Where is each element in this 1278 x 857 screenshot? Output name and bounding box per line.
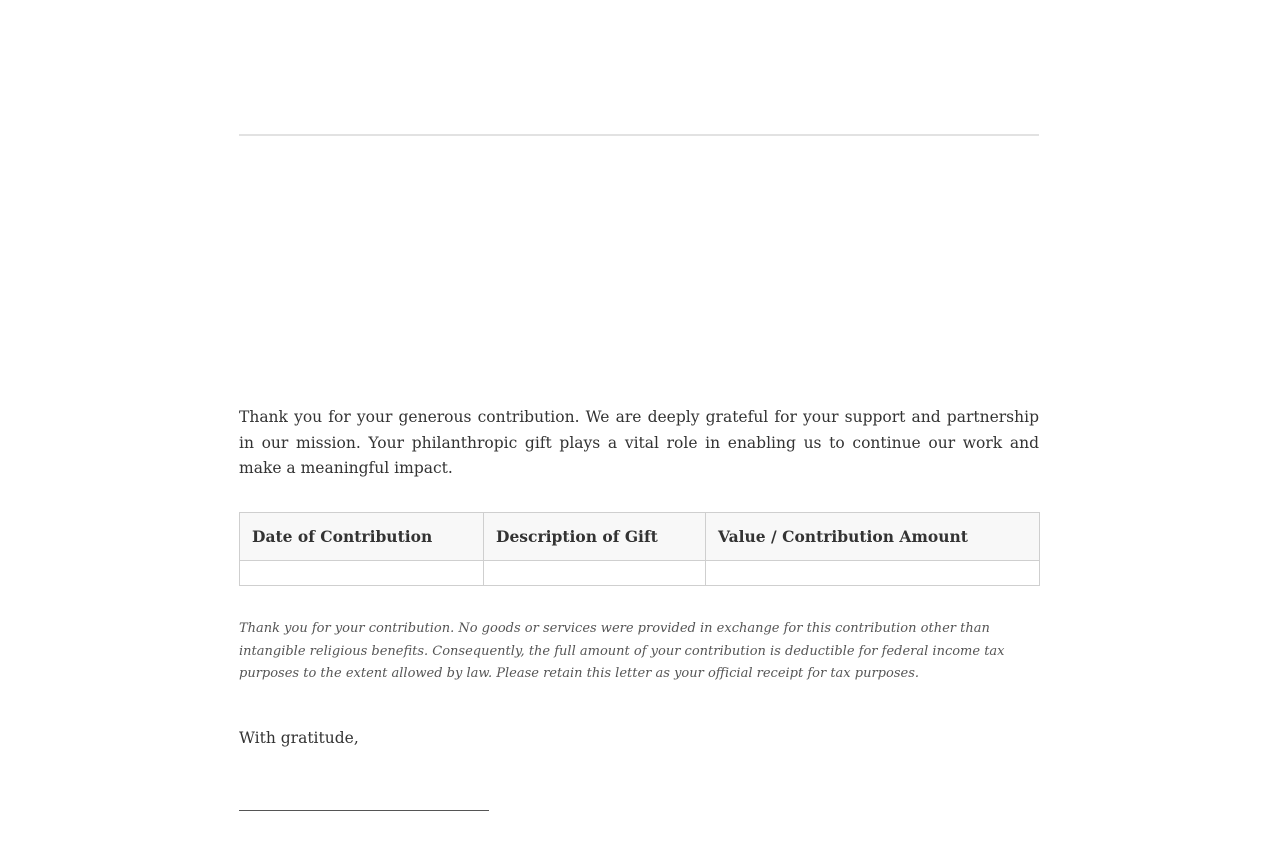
cell-amount (706, 561, 1040, 586)
tax-deductibility-notice: Thank you for your contribution. No goods or services were provided in exchange for this contribution other than intangible religious benefits. Consequently, the full amount of your contribution is deductible for federal income tax purposes to the extent allowed by law. Please retain this letter as your official receipt for tax purposes. (239, 621, 1005, 681)
table-row (240, 561, 1040, 586)
letter-page (239, 0, 1039, 857)
intro-paragraph: Thank you for your generous contribution. We are deeply grateful for your support and partnership in our mission. Your philanthropic gift plays a vital role in enabling us to continue our work and make a meaningful impact. (239, 408, 1039, 477)
header-description-of-gift: Description of Gift (484, 513, 706, 561)
cell-date (240, 561, 484, 586)
cell-description (484, 561, 706, 586)
header-contribution-amount: Value / Contribution Amount (706, 513, 1040, 561)
closing-salutation: With gratitude, (239, 729, 359, 747)
header-divider (239, 134, 1039, 136)
table-header-row (240, 513, 1040, 561)
contribution-table (239, 512, 1040, 586)
header-date-of-contribution: Date of Contribution (240, 513, 484, 561)
signature-line (239, 810, 489, 811)
